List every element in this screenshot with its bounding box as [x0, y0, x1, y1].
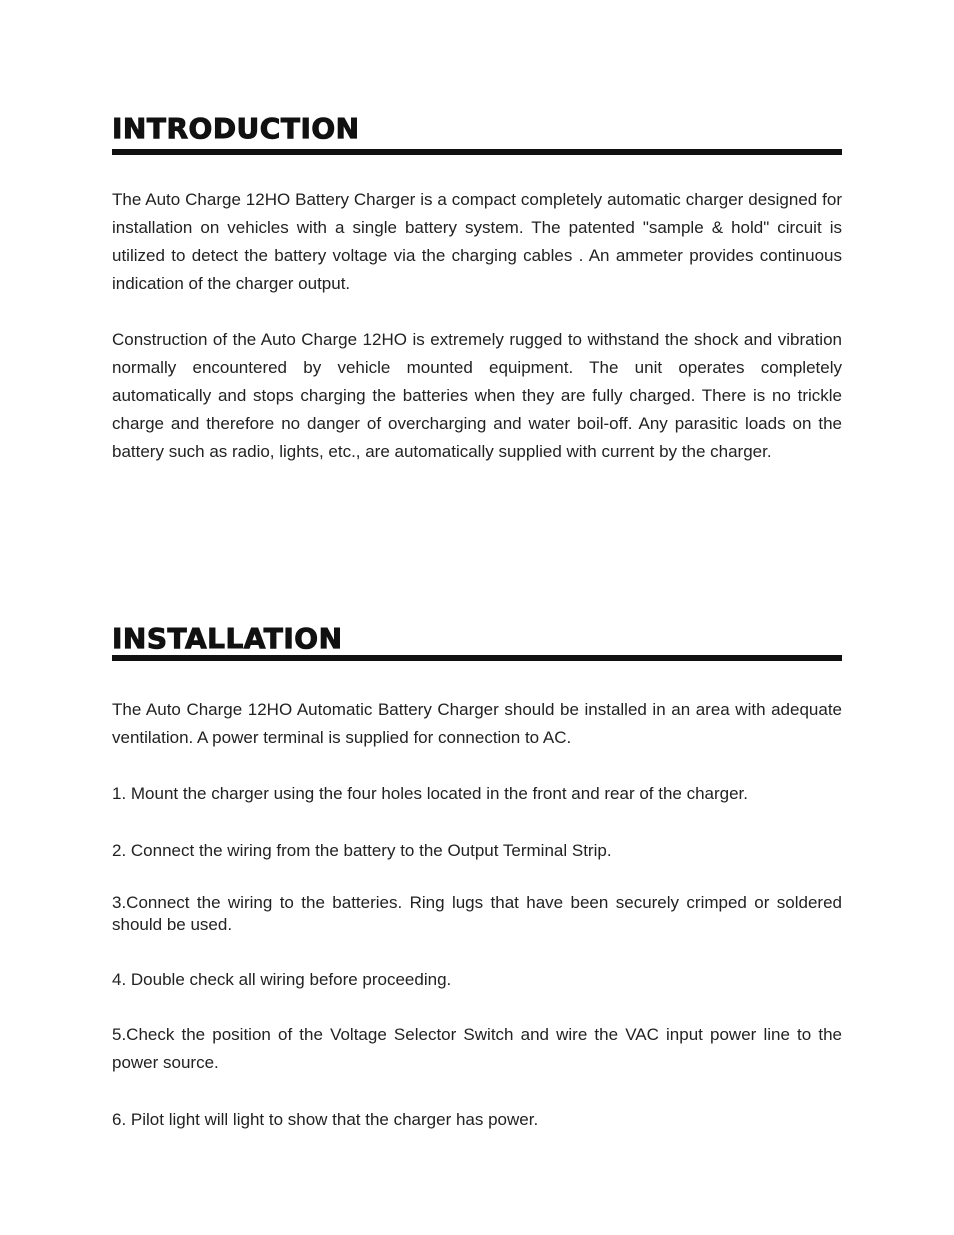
installation-step-2: 2. Connect the wiring from the battery to the Output Terminal Strip. [112, 841, 612, 860]
installation-heading: INSTALLATION [112, 622, 343, 655]
installation-step-3: 3.Connect the wiring to the batteries. Ring lugs that have been securely crimped or soldered should be used. [112, 893, 842, 934]
introduction-divider [112, 149, 842, 155]
installation-step-6: 6. Pilot light will light to show that the charger has power. [112, 1110, 539, 1129]
installation-step-5: 5.Check the position of the Voltage Selector Switch and wire the VAC input power line to the power source. [112, 1025, 842, 1072]
installation-divider [112, 655, 842, 661]
installation-step-4: 4. Double check all wiring before proceeding. [112, 970, 452, 989]
introduction-paragraph-1: The Auto Charge 12HO Battery Charger is a compact completely automatic charger designed for installation on vehicles with a single battery system. The patented "sample & hold" circuit is utilized to detect the battery voltage via the charging cables . An ammeter provides continuous indication of the charger output. [112, 190, 842, 293]
installation-intro: The Auto Charge 12HO Automatic Battery Charger should be installed in an area with adequate ventilation. A power terminal is supplied for connection to AC. [112, 700, 842, 747]
introduction-paragraph-2: Construction of the Auto Charge 12HO is extremely rugged to withstand the shock and vibration normally encountered by vehicle mounted equipment. The unit operates completely automatically and stops charging the batteries when they are fully charged. There is no trickle charge and therefore no danger of overcharging and water boil-off. Any parasitic loads on the battery such as radio, lights, etc., are automatically supplied with current by the charger. [112, 330, 842, 461]
installation-step-1: 1. Mount the charger using the four holes located in the front and rear of the charger. [112, 784, 749, 803]
introduction-heading: INTRODUCTION [112, 112, 360, 145]
